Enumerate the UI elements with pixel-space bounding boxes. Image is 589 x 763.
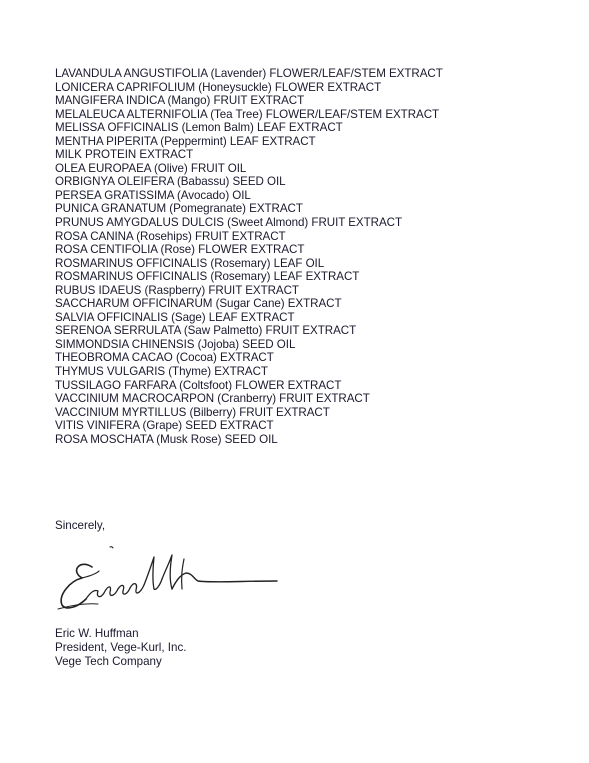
closing-salutation: Sincerely,	[55, 519, 106, 532]
ingredient-item: LONICERA CAPRIFOLIUM (Honeysuckle) FLOWER EXTRACT	[55, 80, 382, 94]
signature-image	[52, 545, 282, 615]
ingredient-item: VACCINIUM MACROCARPON (Cranberry) FRUIT EXTRACT	[55, 392, 370, 406]
ingredient-item: ROSA CENTIFOLIA (Rose) FLOWER EXTRACT	[55, 243, 305, 257]
ingredient-item: PUNICA GRANATUM (Pomegranate) EXTRACT	[55, 202, 303, 216]
ingredient-item: MILK PROTEIN EXTRACT	[55, 148, 194, 162]
ingredient-item: ROSMARINUS OFFICINALIS (Rosemary) LEAF EXTRACT	[55, 270, 360, 284]
ingredient-item: RUBUS IDAEUS (Raspberry) FRUIT EXTRACT	[55, 283, 299, 297]
signer-title: President, Vege-Kurl, Inc.	[55, 641, 187, 654]
signer-block	[55, 627, 186, 669]
ingredient-item: MELALEUCA ALTERNIFOLIA (Tea Tree) FLOWER/LEAF/STEM EXTRACT	[55, 107, 440, 121]
ingredient-item: ROSA CANINA (Rosehips) FRUIT EXTRACT	[55, 229, 286, 243]
ingredient-list	[55, 67, 443, 446]
ingredient-item: MENTHA PIPERITA (Peppermint) LEAF EXTRACT	[55, 134, 316, 148]
ingredient-item: VACCINIUM MYRTILLUS (Bilberry) FRUIT EXTRACT	[55, 405, 330, 419]
ingredient-item: VITIS VINIFERA (Grape) SEED EXTRACT	[55, 419, 274, 433]
ingredient-item: THYMUS VULGARIS (Thyme) EXTRACT	[55, 365, 268, 379]
ingredient-item: MELISSA OFFICINALIS (Lemon Balm) LEAF EXTRACT	[55, 121, 343, 135]
ingredient-item: THEOBROMA CACAO (Cocoa) EXTRACT	[55, 351, 274, 365]
ingredient-item: TUSSILAGO FARFARA (Coltsfoot) FLOWER EXTRACT	[55, 378, 342, 392]
ingredient-item: PERSEA GRATISSIMA (Avocado) OIL	[55, 188, 251, 202]
ingredient-item: SIMMONDSIA CHINENSIS (Jojoba) SEED OIL	[55, 337, 296, 351]
ingredient-item: MANGIFERA INDICA (Mango) FRUIT EXTRACT	[55, 94, 305, 108]
ingredient-item: SERENOA SERRULATA (Saw Palmetto) FRUIT EXTRACT	[55, 324, 357, 338]
ingredient-item: PRUNUS AMYGDALUS DULCIS (Sweet Almond) FRUIT EXTRACT	[55, 216, 403, 230]
ingredient-item: SACCHARUM OFFICINARUM (Sugar Cane) EXTRACT	[55, 297, 342, 311]
ingredient-item: ROSA MOSCHATA (Musk Rose) SEED OIL	[55, 432, 278, 446]
signer-name: Eric W. Huffman	[55, 627, 139, 640]
ingredient-item: OLEA EUROPAEA (Olive) FRUIT OIL	[55, 161, 247, 175]
signer-company: Vege Tech Company	[55, 655, 162, 668]
ingredient-item: ROSMARINUS OFFICINALIS (Rosemary) LEAF OIL	[55, 256, 325, 270]
ingredient-item: SALVIA OFFICINALIS (Sage) LEAF EXTRACT	[55, 310, 295, 324]
ingredient-item: ORBIGNYA OLEIFERA (Babassu) SEED OIL	[55, 175, 286, 189]
ingredient-item: LAVANDULA ANGUSTIFOLIA (Lavender) FLOWER/LEAF/STEM EXTRACT	[55, 67, 443, 80]
